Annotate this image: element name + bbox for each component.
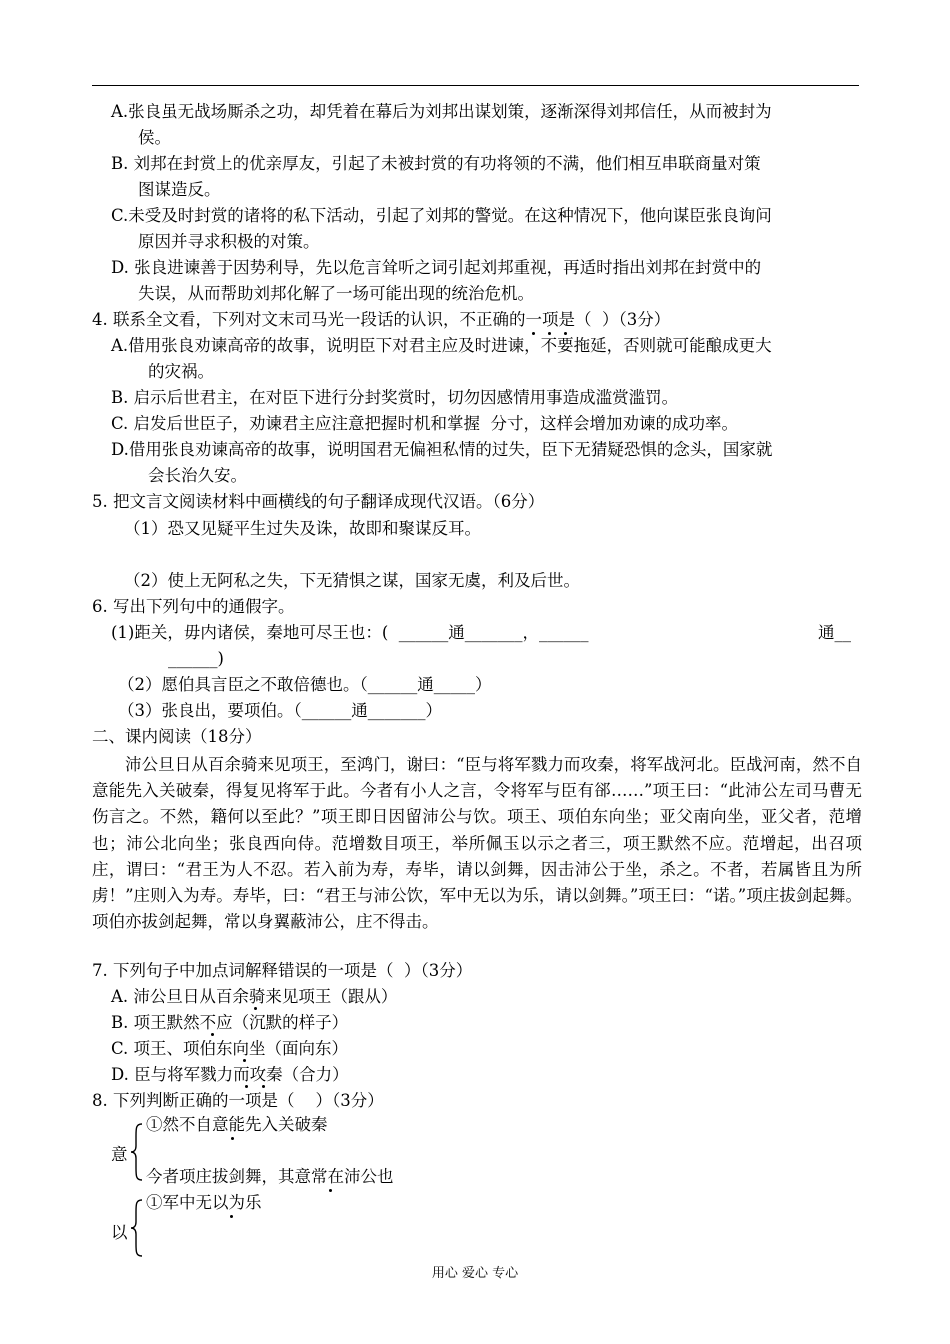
q5-stem: 5. 把文言文阅读材料中画横线的句子翻译成现代汉语。（6分）	[92, 492, 545, 511]
q3-option-c-line1: C.未受及时封赏的诸将的私下活动，引起了刘邦的警觉。在这种情况下，他向谋臣张良询问	[111, 206, 772, 225]
q3-option-a-line1: A.张良虽无战场厮杀之功，却凭着在幕后为刘邦出谋划策，逐渐深得刘邦信任，从而被封为	[111, 102, 772, 121]
left-brace-icon	[130, 1122, 144, 1182]
q3-option-b-line2: 图谋造反。	[138, 180, 221, 199]
q4-option-d-line1: D.借用张良劝谏高帝的故事，说明国君无偏袒私情的过失，臣下无猜疑恐惧的念头，国家就	[111, 440, 773, 459]
q3-option-d-line2: 失误，从而帮助刘邦化解了一场可能出现的统治危机。	[138, 284, 534, 303]
q6-stem: 6. 写出下列句中的通假字。	[92, 597, 295, 616]
q4-option-c: C. 启发后世臣子，劝谏君主应注意把握时机和掌握 分寸，这样会增加劝谏的成功率。	[111, 414, 739, 433]
emphasis-dot	[245, 1085, 248, 1088]
q7-option-d: D. 臣与将军戮力而攻秦（合力）	[111, 1065, 349, 1084]
q3-option-b-line1: B. 刘邦在封赏上的优亲厚友，引起了未被封赏的有功将领的不满，他们相互串联商量对策	[111, 154, 761, 173]
emphasis-dot	[262, 1085, 265, 1088]
emphasis-dot	[211, 1033, 214, 1036]
q6-item-1-part-c: ______)	[168, 649, 224, 668]
emphasis-dot	[231, 1137, 234, 1140]
q7-option-b: B. 项王默然不应（沉默的样子）	[111, 1013, 349, 1032]
q5-sentence-1: （1）恐又见疑平生过失及诛，故即和聚谋反耳。	[124, 519, 481, 538]
q8-group-char-yi3: 以	[111, 1223, 128, 1242]
q6-item-1-part-a: (1)距关，毋内诸侯，秦地可尽王也：( ______通_______，______	[111, 623, 589, 642]
q8-group-char-yi: 意	[111, 1145, 128, 1164]
header-rule	[92, 85, 859, 86]
q4-option-d-line2: 会长治久安。	[148, 466, 247, 485]
q8-stem: 8. 下列判断正确的一项是（ ）（3分）	[92, 1091, 384, 1110]
q3-option-d-line1: D. 张良进谏善于因势利导，先以危言耸听之词引起刘邦重视，再适时指出刘邦在封赏中的	[111, 258, 762, 277]
q8-yi3-sentence-1: ①军中无以为乐	[146, 1193, 262, 1212]
reading-passage: 沛公旦日从百余骑来见项王，至鸿门，谢曰：“臣与将军戮力而攻秦，将军战河北。臣战河南，然不自意能先入关破秦，得复见将军于此。今者有小人之言，令将军与臣有郤……”项王曰：“此沛公左司马曹无伤言之。不然，籍何以至此？”项王即日因留沛公与饮。项王、项伯东向坐；亚父南向坐，亚父者，范增也；沛公北向坐；张良西向侍。范增数目项王，举所佩玉以示之者三，项王默然不应。范增起，出召项庄，谓曰：“君王为人不忍。若入前为寿，寿毕，请以剑舞，因击沛公于坐，杀之。不者，若属皆且为所虏！”庄则入为寿。寿毕，曰：“君王与沛公饮，军中无以为乐，请以剑舞。”项王曰：“诺。”项庄拔剑起舞。项伯亦拔剑起舞，常以身翼蔽沛公，庄不得击。	[92, 755, 862, 932]
q6-item-1-part-b: 通__	[818, 623, 851, 642]
q4-option-a-line2: 的灾祸。	[148, 362, 214, 381]
q8-yi-sentence-2: 今者项庄拔剑舞，其意常在沛公也	[146, 1167, 394, 1186]
q5-sentence-2: （2）使上无阿私之失，下无猜惧之谋，国家无虞，利及后世。	[124, 571, 580, 590]
section-heading: 二、课内阅读（18分）	[92, 727, 262, 746]
q8-yi-sentence-1: ①然不自意能先入关破秦	[146, 1115, 328, 1134]
emphasis-dot	[243, 1059, 246, 1062]
q6-item-3: （3）张良出，要项伯。（______通_______）	[118, 701, 442, 720]
left-brace-icon	[130, 1198, 144, 1258]
q3-option-a-line2: 侯。	[138, 128, 171, 147]
q3-option-c-line2: 原因并寻求积极的对策。	[138, 232, 320, 251]
page-footer: 用心 爱心 专心	[431, 1266, 519, 1281]
emphasis-dot	[329, 1189, 332, 1192]
q7-option-a: A. 沛公旦日从百余骑来见项王（跟从）	[111, 987, 398, 1006]
q7-option-c: C. 项王、项伯东向坐（面向东）	[111, 1039, 349, 1058]
emphasis-dot	[254, 1007, 257, 1010]
q4-option-a-line1: A.借用张良劝谏高帝的故事，说明臣下对君主应及时进谏，不要拖延，否则就可能酿成更大	[111, 336, 772, 355]
q7-stem: 7. 下列句子中加点词解释错误的一项是（ ）（3分）	[92, 961, 473, 980]
q4-option-b: B. 启示后世君主，在对臣下进行分封奖赏时，切勿因感情用事造成滥赏滥罚。	[111, 388, 679, 407]
emphasis-dot	[230, 1215, 233, 1218]
q4-stem: 4. 联系全文看，下列对文末司马光一段话的认识，不正确的一项是（ ）（3分）	[92, 310, 671, 329]
q6-item-2: （2）愿伯具言臣之不敢倍德也。（______通_____）	[118, 675, 492, 694]
